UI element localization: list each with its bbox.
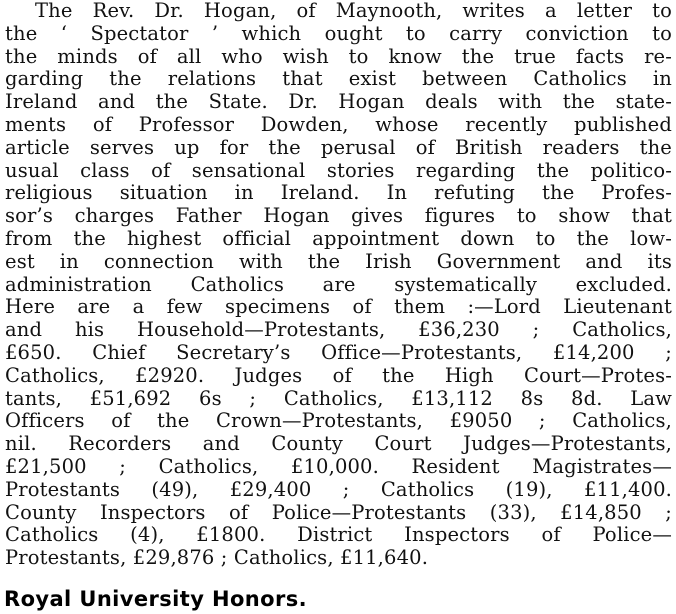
article-line: County Inspectors of Police—Protestants (33), £14,850 ; xyxy=(5,500,672,524)
article-line: est in connection with the Irish Government and its xyxy=(5,249,672,273)
section-heading: Royal University Honors. xyxy=(4,587,308,611)
article-line: £21,500 ; Catholics, £10,000. Resident Magistrates— xyxy=(5,454,672,478)
article-line: ments of Professor Dowden, whose recently published xyxy=(5,112,672,136)
article-line: nil. Recorders and County Court Judges—Protestants, xyxy=(5,432,672,456)
article-line: the ‘ Spectator ’ which ought to carry conviction to xyxy=(5,21,672,45)
article-line: tants, £51,692 6s ; Catholics, £13,112 8s 8d. Law xyxy=(5,386,672,410)
article-line: Protestants (49), £29,400 ; Catholics (19), £11,400. xyxy=(5,477,672,501)
article-line: £650. Chief Secretary’s Office—Protestants, £14,200 ; xyxy=(5,340,672,364)
article-line: article serves up for the perusal of British readers the xyxy=(5,135,672,159)
article-line: administration Catholics are systematically excluded. xyxy=(5,272,672,296)
article-line: Catholics, £2920. Judges of the High Court—Protes- xyxy=(5,363,672,387)
article-line: Ireland and the State. Dr. Hogan deals with the state- xyxy=(5,90,672,114)
article-line: Here are a few specimens of them :—Lord Lieutenant xyxy=(5,295,672,319)
article-line: the minds of all who wish to know the true facts re- xyxy=(5,44,672,68)
article-line: usual class of sensational stories regarding the politico- xyxy=(5,158,672,182)
article-line: religious situation in Ireland. In refuting the Profes- xyxy=(5,181,672,205)
article-body xyxy=(5,0,672,570)
article-line: The Rev. Dr. Hogan, of Maynooth, writes a letter to xyxy=(35,0,672,22)
article-line: and his Household—Protestants, £36,230 ; Catholics, xyxy=(5,318,672,342)
article-line: from the highest official appointment down to the low- xyxy=(5,226,672,250)
article-line: Officers of the Crown—Protestants, £9050 ; Catholics, xyxy=(5,409,672,433)
article-line: Catholics (4), £1800. District Inspectors of Police— xyxy=(5,523,672,547)
article-line: Protestants, £29,876 ; Catholics, £11,640. xyxy=(5,546,429,570)
article-line: garding the relations that exist between Catholics in xyxy=(5,67,672,91)
article-line: sor’s charges Father Hogan gives figures to show that xyxy=(5,204,672,228)
